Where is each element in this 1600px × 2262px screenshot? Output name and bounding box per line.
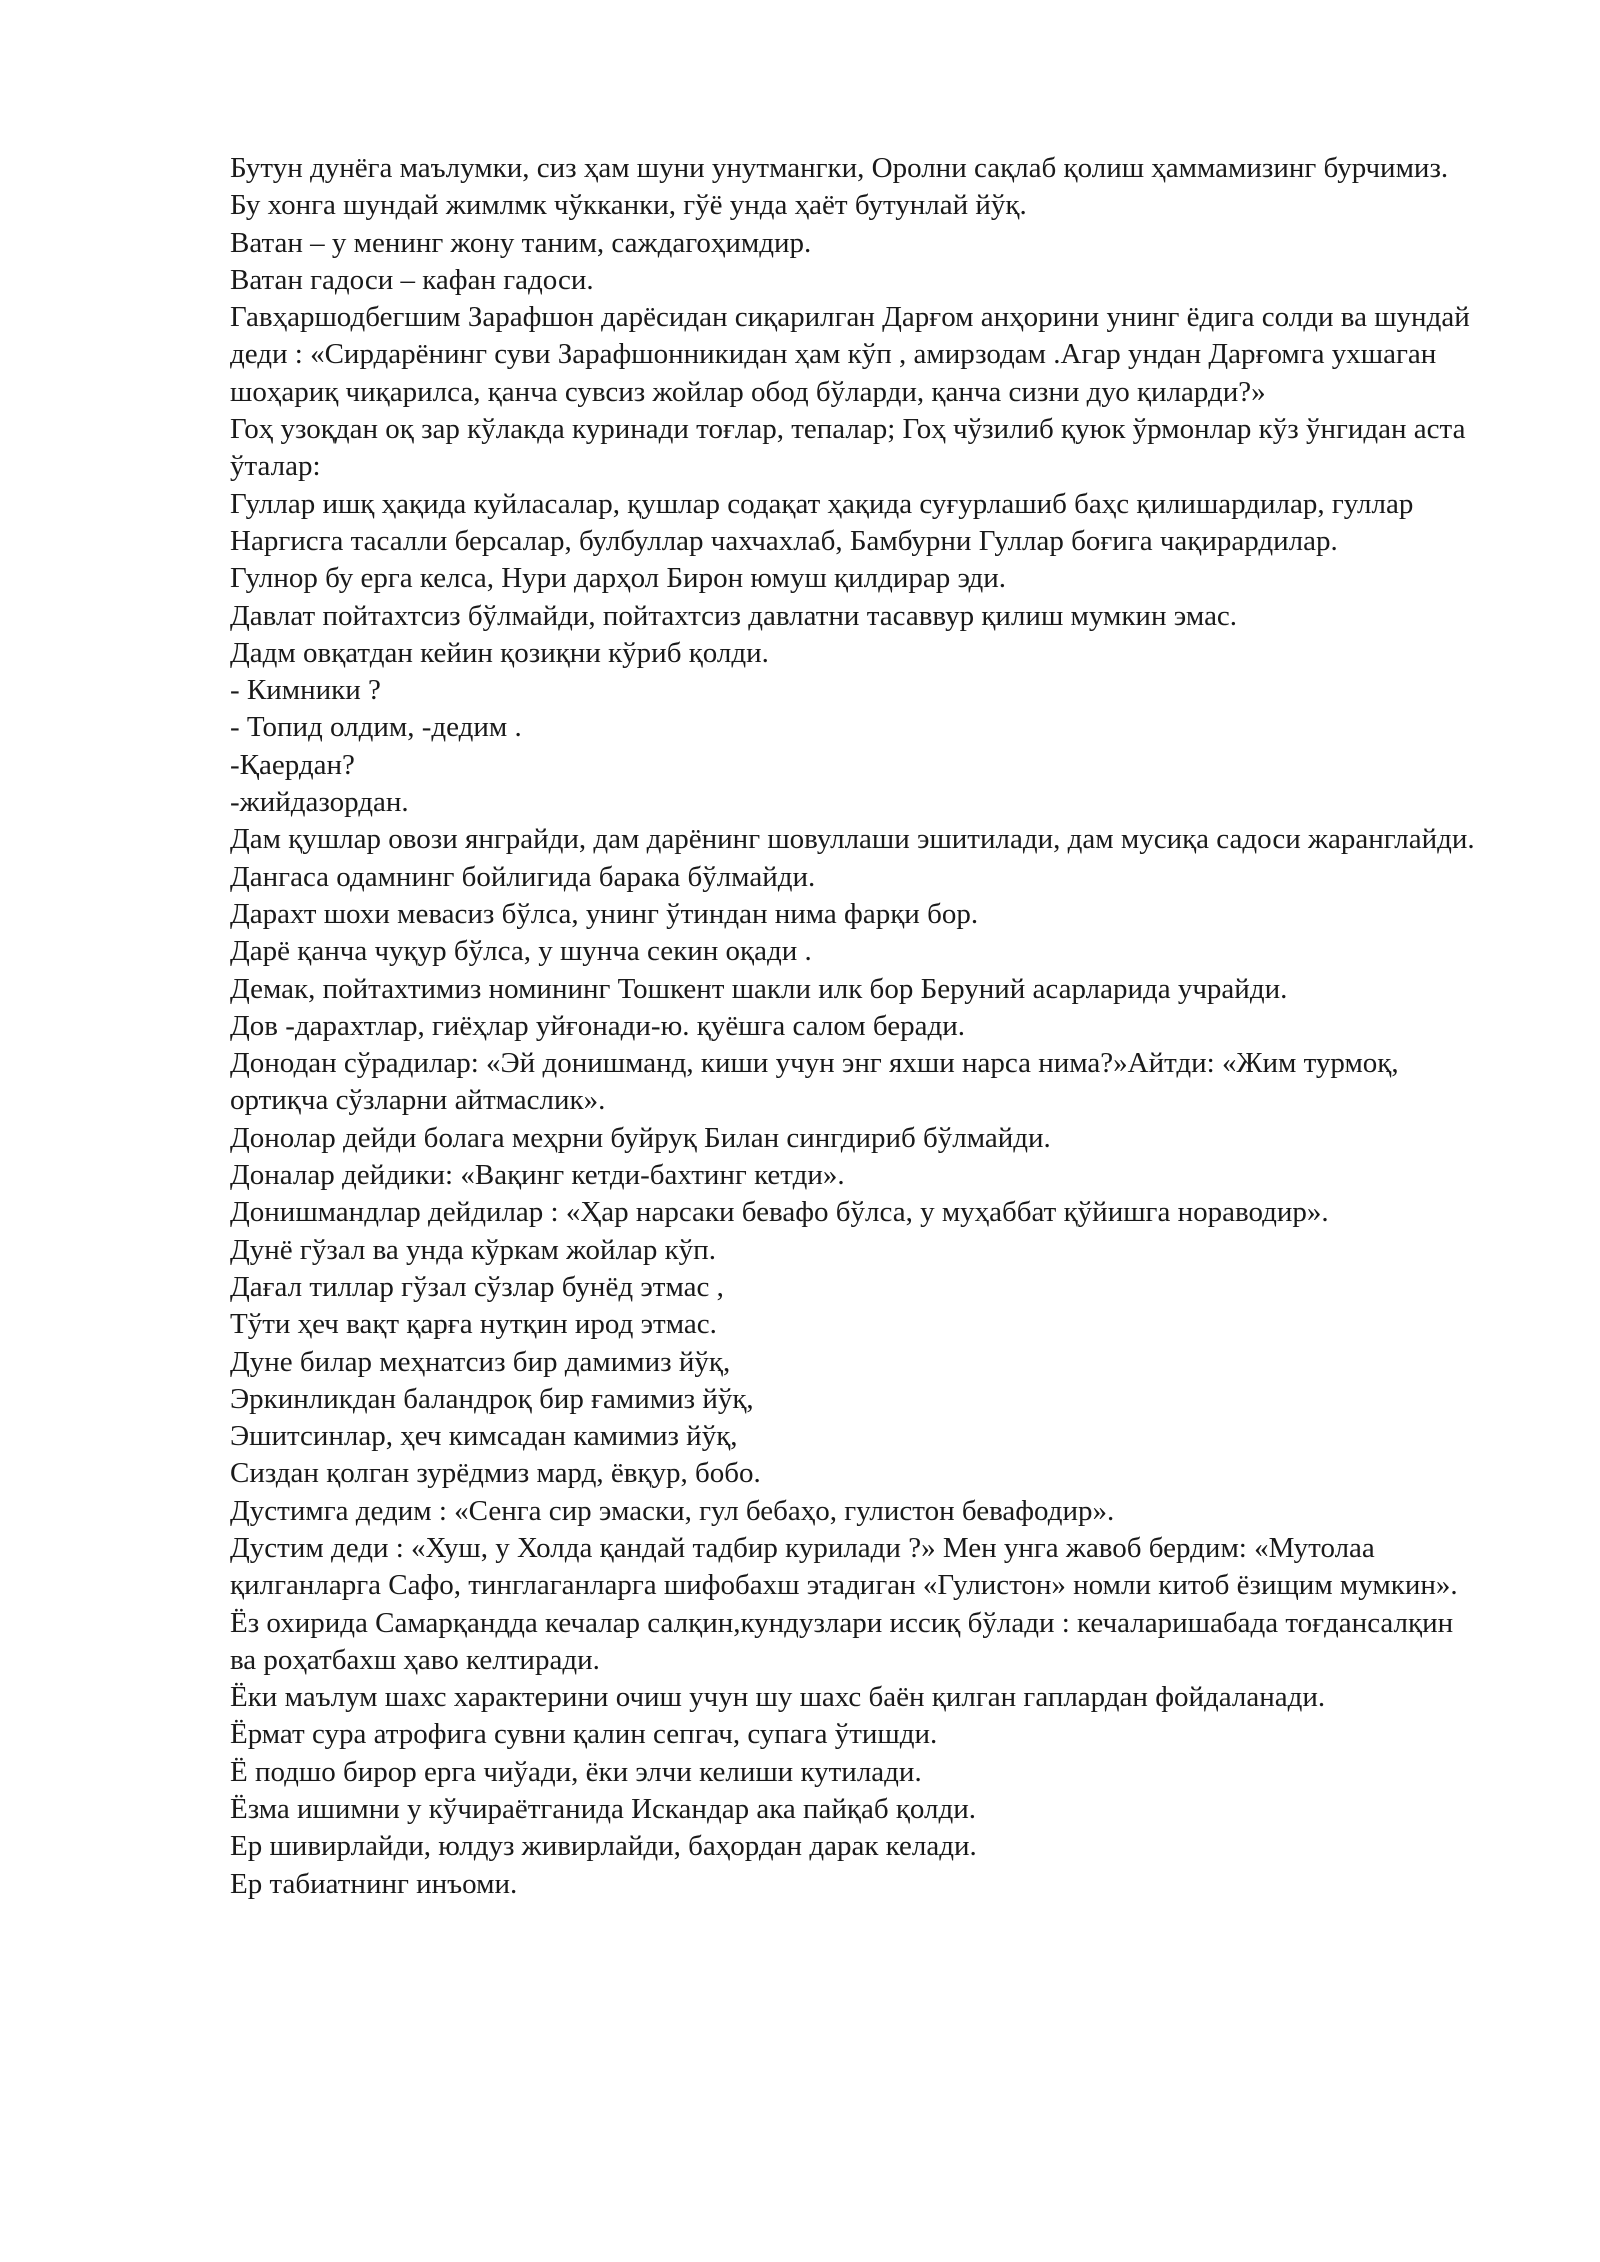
paragraph: Давлат пойтахтсиз бўлмайди, пойтахтсиз давлатни тасаввур қилиш мумкин эмас.: [230, 599, 1238, 632]
dialogue-line: -жийдазордан.: [230, 786, 409, 819]
paragraph: Ватан – у менинг жону таним, саждагоҳимдир.: [230, 226, 812, 259]
paragraph: Дунё гўзал ва унда кўркам жойлар кўп.: [230, 1233, 716, 1266]
poem-line: Эшитсинлар, ҳеч кимсадан камимиз йўқ,: [230, 1420, 738, 1453]
paragraph: Дустим деди : «Хуш, у Холда қандай тадбир курилади ?» Мен унга жавоб бердим: «Мутолаа қилганларга Сафо, тинглаганларга шифобахш этадиган «Гулистон» номли китоб ёзищим мумкин».: [230, 1531, 1458, 1602]
paragraph: Ер шивирлайди, юлдуз живирлайди, баҳордан дарак келади.: [230, 1830, 977, 1863]
paragraph: Бу хонга шундай жимлмк чўкканки, гўё унда ҳаёт бутунлай йўқ.: [230, 189, 1027, 222]
paragraph: Ёз охирида Самарқандда кечалар салқин,кундузлари иссиқ бўлади : кечаларишабада тоғдансалқин ва роҳатбахш ҳаво келтиради.: [230, 1606, 1454, 1676]
paragraph: Дангаса одамнинг бойлигида барака бўлмайди.: [230, 860, 816, 893]
paragraph: Дов -дарахтлар, гиёҳлар уйғонади-ю. қуёшга салом беради.: [230, 1009, 966, 1042]
paragraph: Гулнор бу ерга келса, Нури дарҳол Бирон юмуш қилдирар эди.: [230, 562, 1007, 595]
paragraph: Ёки маълум шахс характерини очиш учун шу шахс баён қилган гаплардан фойдаланади.: [230, 1681, 1326, 1714]
paragraph: Дарахт шохи мевасиз бўлса, унинг ўтиндан нима фарқи бор.: [230, 897, 979, 930]
poem-line: Эркинликдан баландроқ бир ғамимиз йўқ,: [230, 1382, 754, 1415]
paragraph: Дам қушлар овози янграйди, дам дарёнинг шовуллаши эшитилади, дам мусиқа садоси жаранглайди.: [230, 823, 1475, 856]
paragraph: Демак, пойтахтимиз номининг Тошкент шакли илк бор Беруний асарларида учрайди.: [230, 972, 1288, 1005]
paragraph: Ёрмат сура атрофига сувни қалин сепгач, супага ўтишди.: [230, 1718, 938, 1751]
poem-line: Тўти ҳеч вақт қарға нутқин ирод этмас.: [230, 1308, 717, 1341]
paragraph: Гуллар ишқ ҳақида куйласалар, қушлар содақат ҳақида суғурлашиб баҳс қилишардилар, гуллар Наргисга тасалли берсалар, булбуллар чахчахлаб, Бамбурни Гуллар боғига чақирардилар.: [230, 487, 1414, 557]
paragraph: Бутун дунёга маълумки, сиз ҳам шуни унутмангки, Оролни сақлаб қолиш ҳаммамизинг бурчимиз.: [230, 152, 1449, 184]
paragraph: Дарё қанча чуқур бўлса, у шунча секин оқади .: [230, 935, 812, 968]
dialogue-line: - Топид олдим, -дедим .: [230, 711, 522, 744]
paragraph: Донодан сўрадилар: «Эй донишманд, киши учун энг яхши нарса нима?»Айтди: «Жим турмоқ, ортиқча сўзларни айтмаслик».: [230, 1047, 1399, 1117]
paragraph: Дадм овқатдан кейин қозиқни кўриб қолди.: [230, 636, 769, 669]
paragraph: Ёзма ишимни у кўчираётганида Искандар ака пайқаб қолди.: [230, 1793, 977, 1826]
document-body: [230, 150, 1480, 1903]
dialogue-line: - Кимники ?: [230, 674, 381, 707]
paragraph: Гоҳ узоқдан оқ зар кўлакда куринади тоғлар, тепалар; Гоҳ чўзилиб қуюк ўрмонлар кўз ўнгидан аста ўталар:: [230, 413, 1466, 483]
paragraph: Ё подшо бирор ерга чиўади, ёки элчи келиши кутилади.: [230, 1755, 922, 1788]
poem-line: Сиздан қолган зурёдмиз мард, ёвқур, бобо.: [230, 1457, 761, 1490]
dialogue-line: -Қаердан?: [230, 748, 355, 781]
paragraph: Донолар дейди болага меҳрни буйруқ Билан сингдириб бўлмайди.: [230, 1121, 1051, 1154]
paragraph: Дустимга дедим : «Сенга сир эмаски, гул бебаҳо, гулистон бевафодир».: [230, 1494, 1115, 1527]
paragraph: Ватан гадоси – кафан гадоси.: [230, 263, 594, 296]
poem-line: Дуне билар меҳнатсиз бир дамимиз йўқ,: [230, 1345, 731, 1378]
poem-line: Дағал тиллар гўзал сўзлар бунёд этмас ,: [230, 1270, 724, 1303]
paragraph: Доналар дейдики: «Вақинг кетди-бахтинг кетди».: [230, 1159, 845, 1192]
paragraph: Ер табиатнинг инъоми.: [230, 1867, 518, 1900]
paragraph: Гавҳаршодбегшим Зарафшон дарёсидан сиқарилган Дарғом анҳорини унинг ёдига солди ва шундай деди : «Сирдарёнинг суви Зарафшонникидан ҳам кўп , амирзодам .Агар ундан Дарғомга ухшаган шоҳариқ чиқарилса, қанча сувсиз жойлар обод бўларди, қанча сизни дуо қиларди?»: [230, 301, 1470, 408]
paragraph: Донишмандлар дейдилар : «Ҳар нарсаки бевафо бўлса, у муҳаббат қўйишга нораводир».: [230, 1196, 1329, 1229]
